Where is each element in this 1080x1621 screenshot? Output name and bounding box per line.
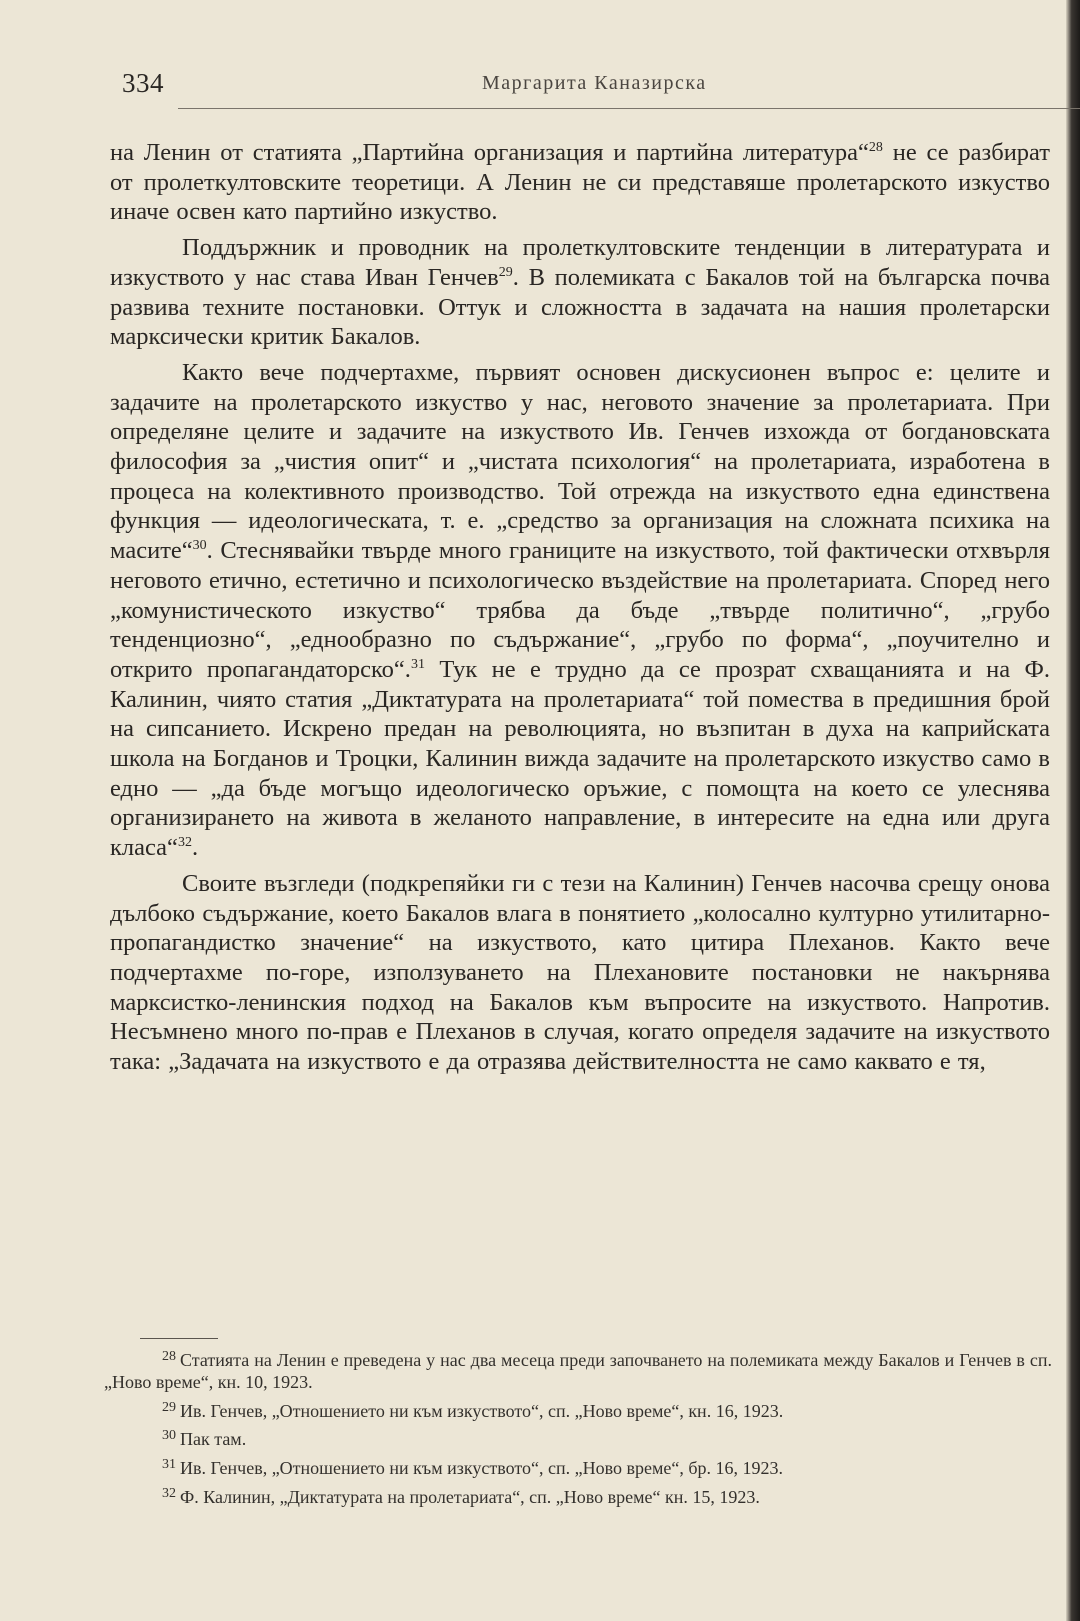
footnote-rule — [140, 1338, 218, 1339]
footnote-28 — [104, 1346, 1052, 1394]
paragraph-1 — [110, 138, 1050, 227]
footnote-number: 28 — [162, 1349, 176, 1364]
footnote-number: 29 — [162, 1399, 176, 1415]
footnote-text: Ф. Калинин, „Диктатурата на пролетариата“, сп. „Ново време“ кн. 15, 1923. — [180, 1486, 760, 1507]
footnote-text: Ив. Генчев, „Отношението ни към изкуството“, сп. „Ново време“, кн. 16, 1923. — [180, 1400, 784, 1421]
paragraph-4: Своите възгледи (подкрепяйки ги с тези на Калинин) Генчев насочва срещу онова дълбоко съдържание, което Бакалов влага в понятието „колосално културно утилитарно-пропагандистко значение“ на изкуството, като цитира Плеханов. Както вече подчертахме по-горе, използуването на Плехановите постановки не накърнява марксистко-ленинския подход на Бакалов към въпросите на изкуството. Напротив. Несъмнено много по-прав е Плеханов в случая, когато определя задачите на изкуството така: „Задачата на изкуството е да отразява действителността не само каквато е тя, — [110, 869, 1050, 1076]
footnote-32 — [104, 1483, 1052, 1509]
paragraph-1-text-a: на Ленин от статията „Партийна организация и партийна литература“ — [110, 139, 869, 166]
footnote-ref-28: 28 — [868, 140, 883, 155]
paragraph-1-text-b: не се разбират от пролеткултовските теоретици. А Ленин не си представяше пролетарското изкуство иначе освен като партийно изкуство. — [110, 139, 1051, 226]
footnote-text: Статията на Ленин е преведена у нас два месеца преди започването на полемиката между Бакалов и Генчев в сп. „Ново време“, кн. 10, 1923. — [104, 1350, 1052, 1392]
paragraph-3-text-a: Както вече подчертахме, първият основен дискусионен въпрос е: целите и задачите на пролетарското изкуство у нас, неговото значение за пролетариата. При определяне целите и задачите на изкуството Ив. Генчев изхожда от богдановската философия за „чистия опит“ и „чистата психология“ на пролетариата, изработена в процеса на колективното производство. Той отрежда на изкуството една единствена функция — идеологическата, т. е. „средство за организация на сложната психика на масите“ — [110, 358, 1050, 565]
footnote-ref-30: 30 — [192, 538, 207, 554]
footnotes — [104, 1346, 1052, 1512]
running-head-author: Маргарита Каназирска — [482, 72, 707, 94]
footnote-number: 30 — [162, 1428, 176, 1444]
footnote-30 — [104, 1425, 1052, 1451]
paragraph-2 — [110, 233, 1050, 352]
footnote-number: 32 — [162, 1485, 176, 1501]
paragraph-3-text-b: . Стеснявайки твърде много границите на изкуството, той фактически отхвърля неговото етично, естетично и психологическо въздействие на пролетариата. Според него „комунистическото изкуство“ трябва да бъде „твърде политично“, „грубо тенденциозно“, „еднообразно по съдържание“, „грубо по форма“, „поучително и открито пропагандаторско“. — [110, 537, 1050, 683]
page-number: 334 — [122, 68, 164, 98]
footnote-ref-29: 29 — [498, 264, 513, 280]
footnote-text: Ив. Генчев, „Отношението ни към изкуството“, сп. „Ново време“, бр. 16, 1923. — [180, 1458, 783, 1479]
paragraph-3 — [110, 358, 1050, 863]
footnote-ref-32: 32 — [177, 835, 192, 851]
page-header — [122, 66, 1052, 110]
paragraph-2-text-a: Поддържник и проводник на пролеткултовските тенденции в литературата и изкуството у нас става Иван Генчев — [110, 234, 1050, 291]
footnote-text: Пак там. — [180, 1429, 247, 1450]
paragraph-3-text-c: Тук не е трудно да се прозрат схващанията и на Ф. Калинин, чиято статия „Диктатурата на пролетариата“ той помества в предишния брой на сипсанието. Искрено предан на революцията, но възпитан в духа на каприйската школа на Богданов и Троцки, Калинин вижда задачите на пролетарското изкуство само в едно — „да бъде могъщо идеологическо оръжие, с помощта на което се улеснява организирането на живота в желаното направление, в интересите на една или друга класа“ — [110, 655, 1050, 862]
page-edge-shadow — [1066, 0, 1080, 1621]
main-text — [110, 138, 1050, 1077]
paragraph-3-text-d: . — [191, 834, 199, 862]
header-rule — [178, 108, 1080, 109]
footnote-ref-31: 31 — [410, 656, 425, 672]
footnote-29 — [104, 1397, 1052, 1423]
paragraph-2-text-b: . В полемиката с Бакалов той на българска почва развива техните постановки. Оттук и сложността в задачата на нашия пролетарски марксически критик Бакалов. — [110, 263, 1051, 351]
footnote-31 — [104, 1454, 1052, 1480]
footnote-number: 31 — [162, 1457, 176, 1473]
